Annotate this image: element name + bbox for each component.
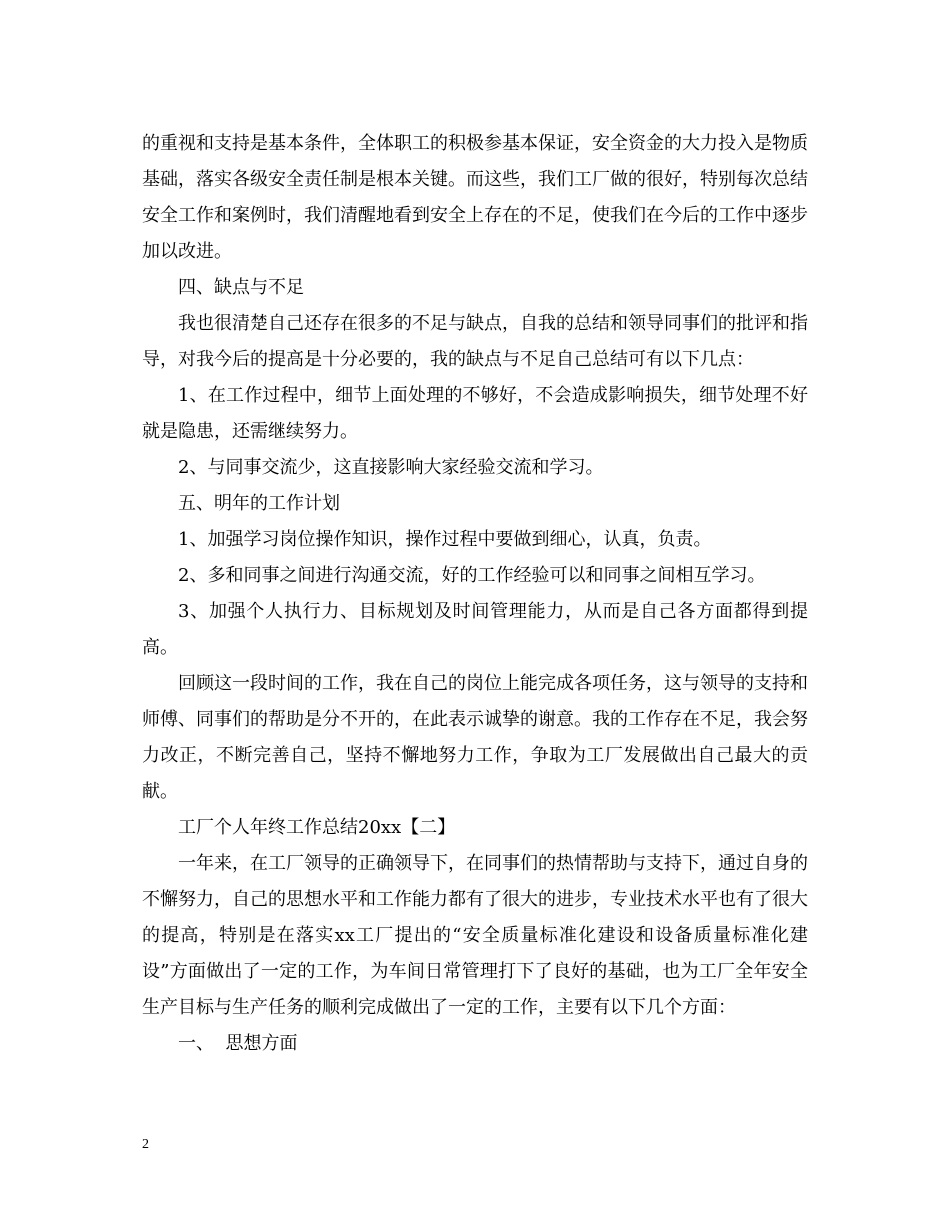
section-heading-shortcomings: 四、缺点与不足: [178, 277, 304, 298]
list-item-shortcoming-2: 2、与同事交流少，这直接影响大家经验交流和学习。: [178, 457, 604, 478]
document-body: [142, 126, 808, 1062]
list-item-shortcoming-1: 1、在工作过程中，细节上面处理的不够好，不会造成影响损失，细节处理不好就是隐患，还需继续努力。: [142, 385, 808, 442]
paragraph-year-summary: 一年来，在工厂领导的正确领导下，在同事们的热情帮助与支持下，通过自身的不懈努力，自己的思想水平和工作能力都有了很大的进步，专业技术水平也有了很大的提高，特别是在落实xx工厂提出的“安全质量标准化建设和设备质量标准化建设”方面做出了一定的工作，为车间日常管理打下了良好的基础，也为工厂全年安全生产目标与生产任务的顺利完成做出了一定的工作，主要有以下几个方面：: [142, 853, 808, 1018]
section-heading-next-year-plan: 五、明年的工作计划: [178, 493, 340, 514]
list-item-plan-2: 2、多和同事之间进行沟通交流，好的工作经验可以和同事之间相互学习。: [178, 565, 766, 586]
article-title-part-two: 工厂个人年终工作总结20xx【二】: [178, 817, 456, 838]
list-item-plan-1: 1、加强学习岗位操作知识，操作过程中要做到细心，认真，负责。: [178, 529, 712, 550]
paragraph-review: 回顾这一段时间的工作，我在自己的岗位上能完成各项任务，这与领导的支持和师傅、同事们的帮助是分不开的，在此表示诚挚的谢意。我的工作存在不足，我会努力改正，不断完善自己，坚持不懈地努力工作，争取为工厂发展做出自己最大的贡献。: [142, 673, 808, 802]
paragraph-continuation: 的重视和支持是基本条件，全体职工的积极参基本保证，安全资金的大力投入是物质基础，落实各级安全责任制是根本关键。而这些，我们工厂做的很好，特别每次总结安全工作和案例时，我们清醒地看到安全上存在的不足，使我们在今后的工作中逐步加以改进。: [142, 133, 808, 262]
page-number: 2: [142, 1137, 149, 1152]
list-item-plan-3: 3、加强个人执行力、目标规划及时间管理能力，从而是自己各方面都得到提高。: [142, 601, 808, 658]
paragraph-shortcomings-intro: 我也很清楚自己还存在很多的不足与缺点，自我的总结和领导同事们的批评和指导，对我今后的提高是十分必要的，我的缺点与不足自己总结可有以下几点：: [142, 313, 808, 370]
section-heading-ideology: 一、 思想方面: [178, 1033, 298, 1054]
